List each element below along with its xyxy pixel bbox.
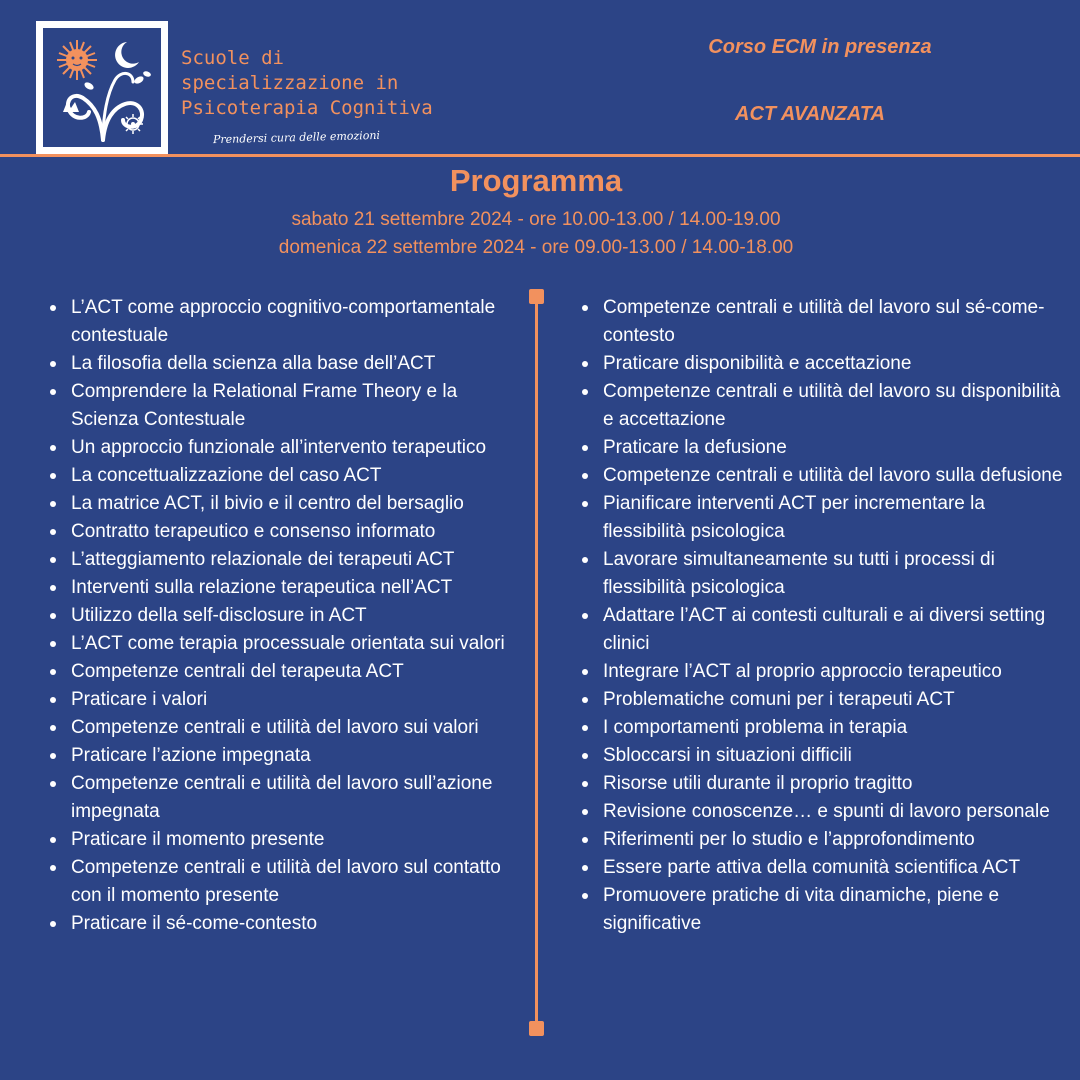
topic-item: Praticare l’azione impegnata [48, 742, 528, 770]
topic-item: L’atteggiamento relazionale dei terapeuti ACT [48, 546, 528, 574]
topic-item: Un approccio funzionale all’intervento terapeutico [48, 434, 528, 462]
divider-cap-bottom [529, 1021, 544, 1036]
column-divider [535, 296, 538, 1028]
topic-item: Promuovere pratiche di vita dinamiche, piene e significative [580, 882, 1066, 938]
topic-item: Revisione conoscenze… e spunti di lavoro personale [580, 798, 1066, 826]
course-name: ACT AVANZATA [735, 103, 885, 125]
topic-item: Praticare il momento presente [48, 826, 528, 854]
topic-item: Competenze centrali e utilità del lavoro sui valori [48, 714, 528, 742]
topic-item: Comprendere la Relational Frame Theory e la Scienza Contestuale [48, 378, 528, 434]
tree-sun-moon-flower-icon [43, 28, 161, 147]
topic-item: Praticare il sé-come-contesto [48, 910, 528, 938]
topic-item: Competenze centrali e utilità del lavoro sul sé-come-contesto [580, 294, 1066, 350]
topic-item: Competenze centrali e utilità del lavoro sull’azione impegnata [48, 770, 528, 826]
school-logo [36, 21, 168, 154]
topic-item: Competenze centrali e utilità del lavoro sulla defusione [580, 462, 1066, 490]
topic-item: I comportamenti problema in terapia [580, 714, 1066, 742]
topic-item: La filosofia della scienza alla base dell’ACT [48, 350, 528, 378]
topic-item: Riferimenti per lo studio e l’approfondimento [580, 826, 1066, 854]
header-divider [0, 154, 1080, 157]
schedule-date: domenica 22 settembre 2024 - ore 09.00-13.00 / 14.00-18.00 [278, 237, 794, 258]
topic-item: La concettualizzazione del caso ACT [48, 462, 528, 490]
topic-item: La matrice ACT, il bivio e il centro del bersaglio [48, 490, 528, 518]
topic-item: Lavorare simultaneamente su tutti i processi di flessibilità psicologica [580, 546, 1066, 602]
course-type: Corso ECM in presenza [708, 36, 932, 58]
topic-item: Risorse utili durante il proprio tragitto [580, 770, 1066, 798]
topic-item: L’ACT come approccio cognitivo-comportamentale contestuale [48, 294, 528, 350]
topic-item: Essere parte attiva della comunità scientifica ACT [580, 854, 1066, 882]
topic-item: Pianificare interventi ACT per incrementare la flessibilità psicologica [580, 490, 1066, 546]
topic-list-right [580, 294, 1066, 938]
school-name-line: Psicoterapia Cognitiva [181, 97, 433, 119]
program-title: Programma [449, 163, 623, 198]
topic-item: Problematiche comuni per i terapeuti ACT [580, 686, 1066, 714]
schedule-date: sabato 21 settembre 2024 - ore 10.00-13.00 / 14.00-19.00 [291, 209, 781, 230]
school-name-line: specializzazione in [181, 72, 399, 94]
school-name [181, 46, 433, 121]
school-name-line: Scuole di [181, 47, 284, 69]
topic-item: Adattare l’ACT ai contesti culturali e ai diversi setting clinici [580, 602, 1066, 658]
topic-item: Contratto terapeutico e consenso informato [48, 518, 528, 546]
topic-item: Competenze centrali e utilità del lavoro sul contatto con il momento presente [48, 854, 528, 910]
topic-item: L’ACT come terapia processuale orientata sui valori [48, 630, 528, 658]
topic-list-left [48, 294, 528, 938]
topic-item: Interventi sulla relazione terapeutica nell’ACT [48, 574, 528, 602]
topic-item: Competenze centrali e utilità del lavoro su disponibilità e accettazione [580, 378, 1066, 434]
topic-item: Praticare i valori [48, 686, 528, 714]
topic-item: Praticare la defusione [580, 434, 1066, 462]
topic-item: Sbloccarsi in situazioni difficili [580, 742, 1066, 770]
topic-item: Integrare l’ACT al proprio approccio terapeutico [580, 658, 1066, 686]
topic-item: Praticare disponibilità e accettazione [580, 350, 1066, 378]
tagline: Prendersi cura delle emozioni [212, 128, 381, 147]
divider-cap-top [529, 289, 544, 304]
topic-item: Competenze centrali del terapeuta ACT [48, 658, 528, 686]
topic-item: Utilizzo della self-disclosure in ACT [48, 602, 528, 630]
